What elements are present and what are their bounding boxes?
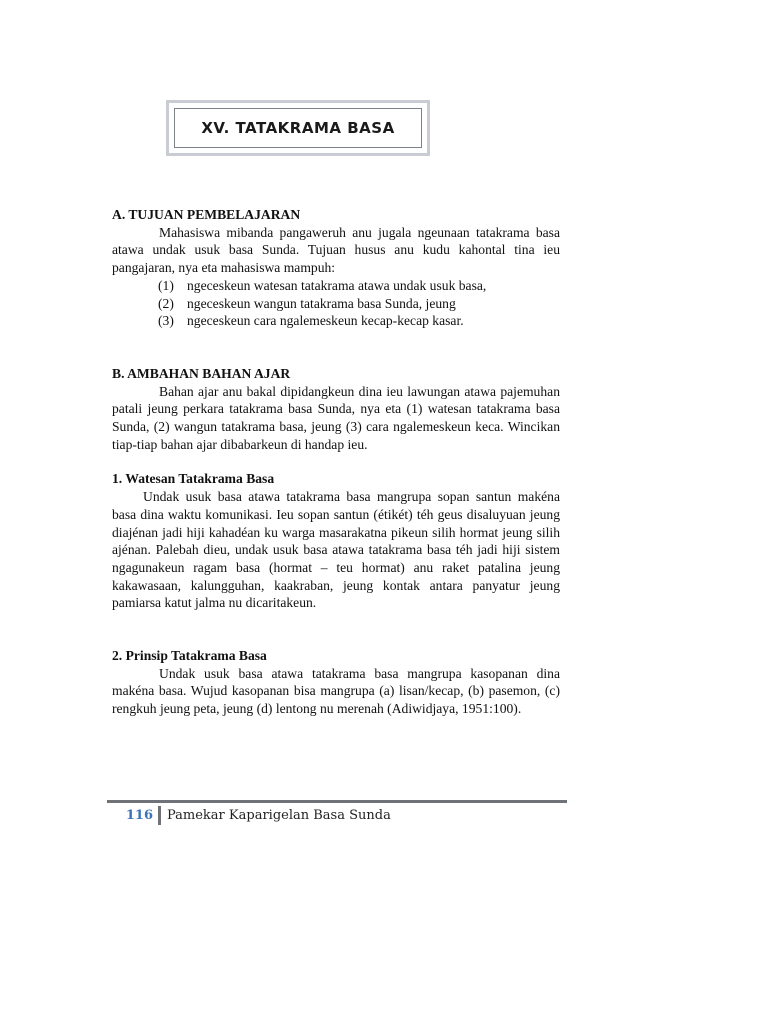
- list-item: [112, 312, 560, 330]
- list-item-number: (2): [158, 295, 174, 311]
- list-item-text: ngeceskeun wangun tatakrama basa Sunda, jeung: [187, 295, 456, 311]
- footer-rule: [107, 800, 567, 803]
- list-item-number: (1): [158, 277, 174, 293]
- subsection-1-text: Undak usuk basa atawa tatakrama basa mangrupa sopan santun makéna basa dina waktu komunikasi. Ieu sopan santun (étikét) téh geus disaluyuan jeung diajénan jadi hiji kahadéan ku warga masarakatna pikeun silih hormat jeung silih ajénan. Palebah dieu, undak usuk basa atawa tatakrama basa téh jadi hiji sistem ngagunakeun ragam basa (hormat – teu hormat) anu raket patalina jeung kakawasaan, kalungguhan, kaakraban, jeung kontak antara panyatur jeung pamiarsa katut jalma nu dicaritakeun.: [112, 489, 560, 611]
- subsection-1-heading: 1. Watesan Tatakrama Basa: [112, 471, 275, 487]
- list-item: [112, 295, 560, 313]
- list-item: [112, 277, 560, 295]
- page-footer: [107, 804, 391, 826]
- subsection-2-heading: 2. Prinsip Tatakrama Basa: [112, 648, 267, 664]
- page-number: 116: [125, 807, 153, 823]
- book-title: Pamekar Kaparigelan Basa Sunda: [167, 807, 391, 823]
- page-content: [112, 206, 560, 718]
- list-item-number: (3): [158, 313, 174, 329]
- spacer: [112, 612, 560, 647]
- objectives-list: [112, 277, 560, 330]
- list-item-text: ngeceskeun cara ngalemeskeun kecap-kecap kasar.: [187, 313, 464, 329]
- subsection-2-text: Undak usuk basa atawa tatakrama basa mangrupa kasopanan dina makéna basa. Wujud kasopanan bisa mangrupa (a) lisan/kecap, (b) pasemon, (c) rengkuh jeung peta, jeung (d) lentong nu merenah (Adiwidjaya, 1951:100).: [112, 665, 560, 717]
- list-item-text: ngeceskeun watesan tatakrama atawa undak usuk basa,: [187, 277, 487, 293]
- footer-divider: [158, 806, 161, 825]
- spacer: [112, 330, 560, 365]
- chapter-title: XV. TATAKRAMA BASA: [201, 119, 395, 137]
- section-a-heading: A. TUJUAN PEMBELAJARAN: [112, 207, 301, 222]
- chapter-title-box: [166, 100, 430, 156]
- section-b-heading: B. AMBAHAN BAHAN AJAR: [112, 365, 291, 381]
- chapter-title-frame: [174, 108, 422, 148]
- spacer: [112, 453, 560, 470]
- section-a-intro: Mahasiswa mibanda pangaweruh anu jugala ngeunaan tatakrama basa atawa undak usuk basa Sunda. Tujuan husus anu kudu kahontal tina ieu pangajaran, nya eta mahasiswa mampuh:: [112, 224, 560, 276]
- section-b-intro: Bahan ajar anu bakal dipidangkeun dina ieu lawungan atawa pajemuhan patali jeung perkara tatakrama basa Sunda, nya eta (1) watesan tatakrama basa Sunda, (2) wangun tatakrama basa, jeung (3) cara ngalemeskeun keca. Wincikan tiap-tiap bahan ajar dibabarkeun di handap ieu.: [112, 383, 560, 452]
